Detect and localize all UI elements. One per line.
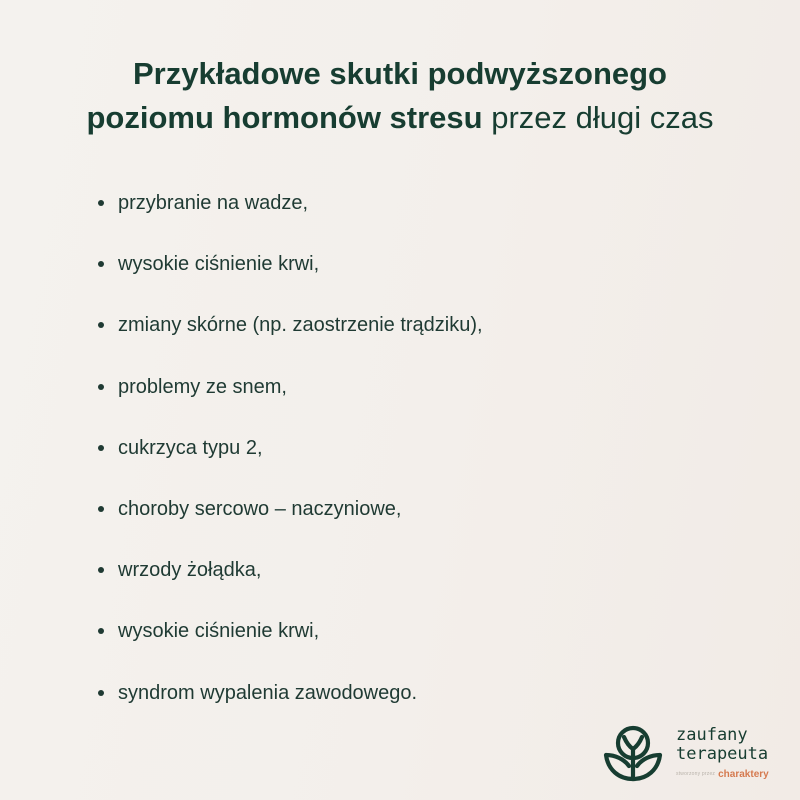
bullet-icon xyxy=(98,628,104,634)
list-item-text: przybranie na wadze, xyxy=(118,192,309,214)
bullet-icon xyxy=(98,690,104,696)
bullet-icon xyxy=(98,506,104,512)
leaf-heart-logo-icon xyxy=(602,722,664,784)
bullet-icon xyxy=(98,200,104,206)
effects-list xyxy=(98,190,483,741)
brand-name-line-2: terapeuta xyxy=(676,744,769,764)
bullet-icon xyxy=(98,261,104,267)
list-item xyxy=(98,374,483,435)
bullet-icon xyxy=(98,384,104,390)
brand-tagline xyxy=(676,768,769,781)
list-item-text: wysokie ciśnienie krwi, xyxy=(118,620,320,643)
list-item-text: cukrzyca typu 2, xyxy=(118,436,263,459)
bullet-icon xyxy=(98,322,104,328)
title-line-2-bold: poziomu hormonów stresu xyxy=(86,100,483,135)
title-line-1: Przykładowe skutki podwyższonego xyxy=(132,56,667,91)
list-item-text: choroby sercowo – naczyniowe, xyxy=(118,497,402,520)
list-item-text: problemy ze snem, xyxy=(118,375,287,398)
list-item-text: wysokie ciśnienie krwi, xyxy=(118,253,320,276)
list-item-text: zmiany skórne (np. zaostrzenie trądziku), xyxy=(118,314,483,337)
brand-name-line-1: zaufany xyxy=(676,725,748,745)
list-item xyxy=(98,251,483,312)
list-item xyxy=(98,312,483,373)
list-item xyxy=(98,557,483,618)
tagline-accent: charaktery xyxy=(718,769,769,780)
list-item xyxy=(98,680,483,741)
bullet-icon xyxy=(98,445,104,451)
tagline-prefix: stworzony przez xyxy=(676,771,716,777)
list-item xyxy=(98,190,483,251)
list-item xyxy=(98,618,483,679)
list-item-text: syndrom wypalenia zawodowego. xyxy=(118,681,418,704)
brand-name xyxy=(676,726,768,764)
list-item xyxy=(98,435,483,496)
list-item xyxy=(98,496,483,557)
page-title xyxy=(0,52,800,140)
list-item-text: wrzody żołądka, xyxy=(118,559,262,582)
bullet-icon xyxy=(98,567,104,573)
brand-logo xyxy=(602,722,792,788)
title-line-2-light: przez długi czas xyxy=(491,100,714,135)
